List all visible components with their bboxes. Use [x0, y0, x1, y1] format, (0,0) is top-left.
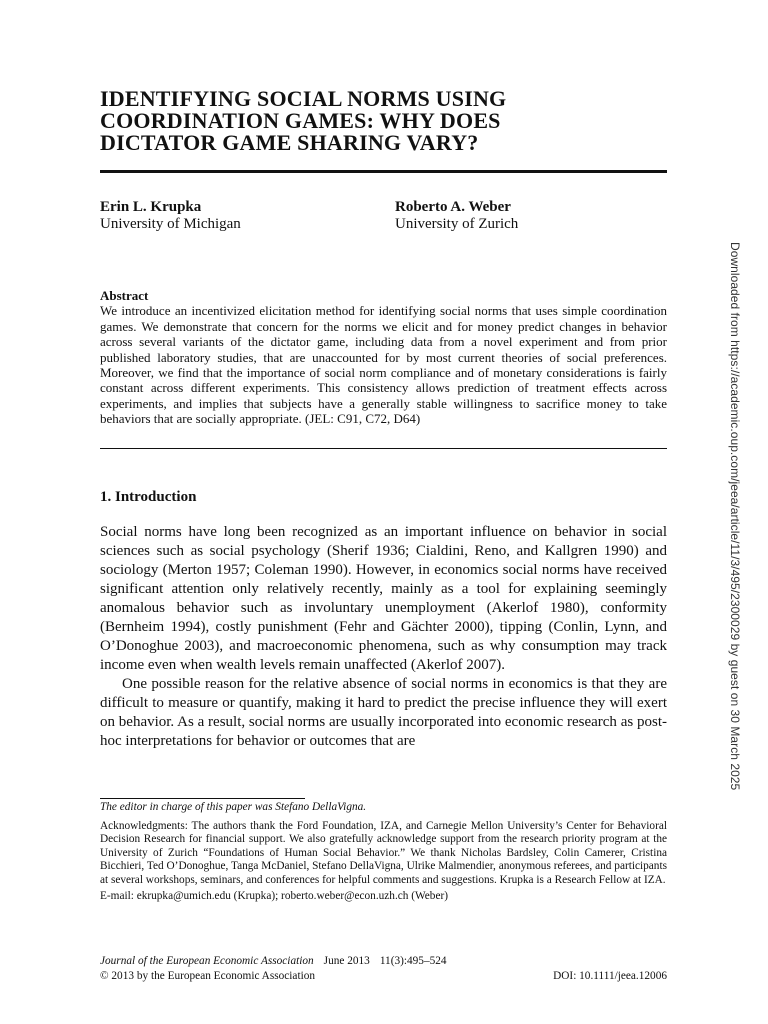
section-body	[100, 523, 667, 751]
title-line: COORDINATION GAMES: WHY DOES	[100, 108, 501, 133]
journal-volume: 11(3):495–524	[379, 955, 447, 967]
title-line: DICTATOR GAME SHARING VARY?	[100, 130, 479, 155]
paper-title	[100, 88, 667, 154]
journal-date: June 2013	[323, 955, 370, 967]
abstract-rule	[100, 448, 667, 449]
acknowledgments: Acknowledgments: The authors thank the Ford Foundation, IZA, and Carnegie Mellon University’s Center for Behavioral Decision Research for financial support. We also gratefully acknowledge support from the research priority program at the University of Zurich “Foundations of Human Social Behavior.” We thank Nicholas Bardsley, Colin Camerer, Cristina Bicchieri, Ted O’Donoghue, Tanga McDaniel, Stefano DellaVigna, Ulrike Malmendier, anonymous referees, and participants at several workshops, seminars, and conferences for helpful comments and suggestions. Krupka is a Research Fellow at IZA.	[100, 819, 667, 886]
copyright: © 2013 by the European Economic Association	[100, 969, 316, 982]
author-affiliation: University of Zurich	[395, 216, 519, 232]
author-block	[395, 199, 518, 233]
email-note: E-mail: ekrupka@umich.edu (Krupka); roberto.weber@econ.uzh.ch (Weber)	[100, 889, 448, 902]
author-block	[100, 199, 241, 233]
paper-page	[100, 0, 667, 1024]
author-name: Erin L. Krupka	[100, 199, 202, 215]
author-name: Roberto A. Weber	[395, 199, 511, 215]
footnotes	[100, 801, 667, 905]
journal-citation-row	[100, 954, 667, 969]
footnote-rule	[100, 798, 305, 799]
journal-copyright-row	[100, 969, 667, 984]
journal-footer	[100, 954, 667, 983]
body-paragraph: Social norms have long been recognized as an important influence on behavior in social sciences such as social psychology (Sherif 1936; Cialdini, Reno, and Kallgren 1990) and sociology (Merton 1957; Coleman 1990). However, in economics social norms have received significant attention only relatively recently, mainly as a tool for explaining seemingly anomalous behavior such as involuntary unemployment (Akerlof 1980), conformity (Bernheim 1994), costly punishment (Fehr and Gächter 2000), tipping (Conlin, Lynn, and O’Donoghue 2003), and macroeconomic phenomena, such as why consumption may track income even when wealth levels remain unaffected (Akerlof 2007).	[100, 524, 667, 673]
abstract	[100, 288, 667, 427]
section-heading: 1. Introduction	[100, 489, 197, 505]
title-rule	[100, 170, 667, 173]
body-paragraph: One possible reason for the relative absence of social norms in economics is that they are difficult to measure or quantify, making it hard to predict the precise influence they will exert on behavior. As a result, social norms are usually incorporated into economic research as post-hoc interpretations for behavior or outcomes that are	[100, 676, 667, 749]
title-line: IDENTIFYING SOCIAL NORMS USING	[100, 86, 507, 111]
abstract-heading: Abstract	[100, 288, 149, 303]
abstract-text: We introduce an incentivized elicitation method for identifying social norms that uses simple coordination games. We demonstrate that concern for the norms we elicit and for money predict changes in behavior across several variants of the dictator game, including data from a novel experiment and from prior published laboratory studies, that are unaccounted for by most current theories of social preferences. Moreover, we find that the importance of social norm compliance and of monetary considerations is fairly constant across different experiments. This consistency allows prediction of treatment effects across experiments, and implies that subjects have a generally stable willingness to sacrifice money to take behaviors that are socially appropriate. (JEL: C91, C72, D64)	[100, 303, 667, 427]
doi: DOI: 10.1111/jeea.12006	[553, 969, 667, 982]
author-affiliation: University of Michigan	[100, 216, 241, 232]
download-watermark: Downloaded from https://academic.oup.com/jeea/article/11/3/495/2300029 by guest on 30 March 2025	[728, 242, 742, 791]
editor-note: The editor in charge of this paper was Stefano DellaVigna.	[100, 801, 367, 813]
journal-name: Journal of the European Economic Association	[100, 955, 314, 967]
